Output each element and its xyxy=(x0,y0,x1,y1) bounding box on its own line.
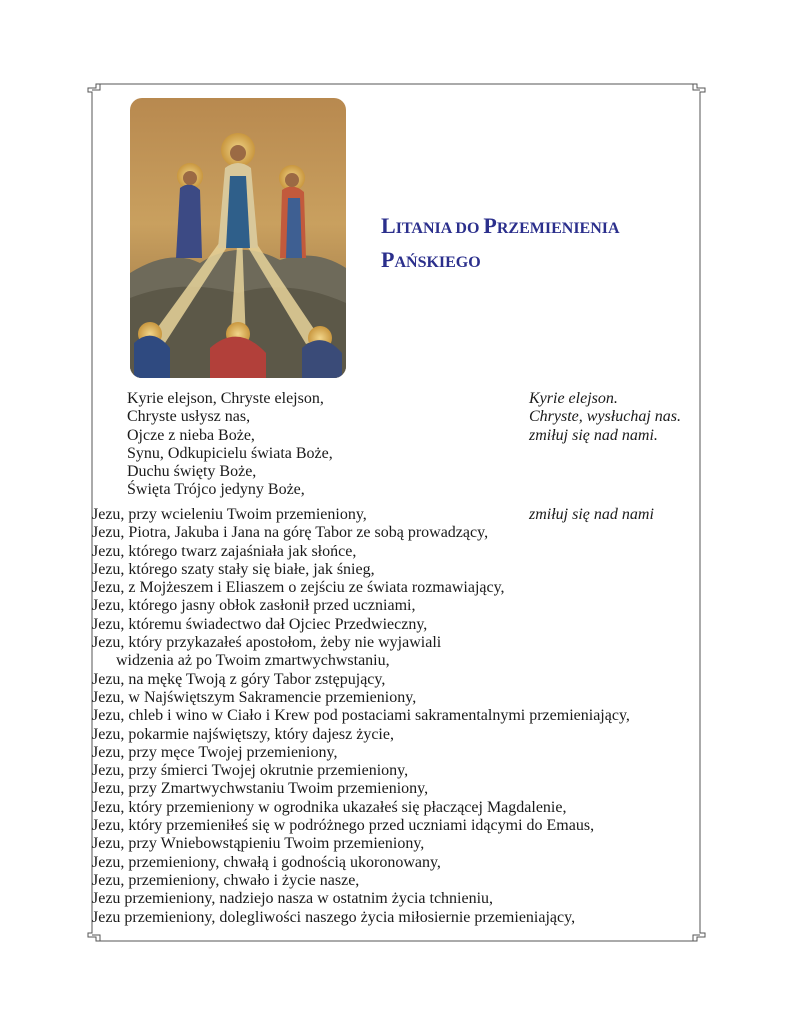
invocation-text: Jezu, przemieniony, chwało i życie nasze, xyxy=(92,871,360,889)
intro-line xyxy=(127,427,707,445)
invocation-text: Jezu, przy męce Twojej przemieniony, xyxy=(92,743,338,761)
invocation-text: Jezu, w Najświętszym Sakramencie przemieniony, xyxy=(92,688,417,706)
invocation-line xyxy=(92,854,732,872)
title-small-caps: AŃSKIEGO xyxy=(394,254,481,271)
invocation-line xyxy=(92,780,732,798)
invocation-text: Jezu, przy Wniebowstąpieniu Twoim przemieniony, xyxy=(92,835,425,853)
invocation-text: Jezu, którego jasny obłok zasłonił przed uczniami, xyxy=(92,597,416,615)
intro-line xyxy=(127,445,707,463)
intro-line xyxy=(127,481,707,499)
invocation-text: Jezu, któremu świadectwo dał Ojciec Przedwieczny, xyxy=(92,615,428,633)
invocation-line xyxy=(92,744,732,762)
response-text: zmiłuj się nad nami. xyxy=(529,426,658,444)
invocation-text: Jezu, pokarmie najświętszy, który dajesz życie, xyxy=(92,725,394,743)
title-capital-letter: L xyxy=(381,213,396,238)
invocation-line xyxy=(92,872,732,890)
invocation-line xyxy=(92,835,732,853)
invocation-text: Jezu, Piotra, Jakuba i Jana na górę Tabor ze sobą prowadzący, xyxy=(92,524,489,542)
transfiguration-icon-image xyxy=(130,98,346,378)
invocation-line xyxy=(92,689,732,707)
litany-invocations xyxy=(92,506,732,927)
invocation-text: Jezu, chleb i wino w Ciało i Krew pod postaciami sakramentalnymi przemieniający, xyxy=(92,707,630,725)
invocation-text: Jezu, który przemieniłeś się w podróżnego przed uczniami idącymi do Emaus, xyxy=(92,817,595,835)
title-small-caps: ITANIA DO xyxy=(395,220,484,237)
invocation-text: Jezu, na mękę Twoją z góry Tabor zstępujący, xyxy=(92,670,386,688)
invocation-text: Jezu przemieniony, nadziejo nasza w ostatnim życia tchnieniu, xyxy=(92,890,494,908)
title-capital-letter: P xyxy=(381,247,395,272)
invocation-text: Jezu, którego szaty stały się białe, jak śnieg, xyxy=(92,560,375,578)
invocation-line xyxy=(92,652,732,670)
litany-intro xyxy=(127,390,707,500)
invocation-line xyxy=(92,707,732,725)
invocation-text: Święta Trójco jedyny Boże, xyxy=(127,481,305,499)
invocation-line xyxy=(92,524,732,542)
invocation-text: Jezu, z Mojżeszem i Eliaszem o zejściu ze świata rozmawiający, xyxy=(92,579,505,597)
invocation-line xyxy=(92,726,732,744)
title-small-caps: RZEMIENIENIA xyxy=(496,220,620,237)
invocation-line xyxy=(92,506,732,524)
invocation-line xyxy=(92,762,732,780)
intro-line xyxy=(127,463,707,481)
invocation-text: Ojcze z nieba Boże, xyxy=(127,426,255,444)
invocation-line xyxy=(92,579,732,597)
invocation-text: Jezu, który przykazałeś apostołom, żeby nie wyjawiali xyxy=(92,634,442,652)
invocation-line xyxy=(92,616,732,634)
invocation-text: Jezu, przemieniony, chwałą i godnością ukoronowany, xyxy=(92,853,441,871)
invocation-text: Duchu święty Boże, xyxy=(127,463,257,481)
invocation-text: Jezu, którego twarz zajaśniała jak słońce, xyxy=(92,542,357,560)
response-text: Chryste, wysłuchaj nas. xyxy=(529,408,681,426)
invocation-text: Jezu, który przemieniony w ogrodnika ukazałeś się płaczącej Magdalenie, xyxy=(92,798,567,816)
intro-line xyxy=(127,390,707,408)
invocation-line xyxy=(92,597,732,615)
invocation-line xyxy=(92,561,732,579)
title-line-2 xyxy=(381,244,711,278)
title-line-1 xyxy=(381,210,711,244)
invocation-text: widzenia aż po Twoim zmartwychwstaniu, xyxy=(116,652,390,670)
invocation-line xyxy=(92,909,732,927)
invocation-line xyxy=(92,671,732,689)
response-text: zmiłuj się nad nami xyxy=(529,506,654,523)
invocation-text: Jezu, przy śmierci Twojej okrutnie przemieniony, xyxy=(92,762,409,780)
invocation-text: Jezu przemieniony, dolegliwości naszego życia miłosiernie przemieniający, xyxy=(92,908,576,926)
invocation-line xyxy=(92,799,732,817)
invocation-line xyxy=(92,817,732,835)
invocation-text: Synu, Odkupicielu świata Boże, xyxy=(127,444,333,462)
invocation-text: Chryste usłysz nas, xyxy=(127,408,251,426)
invocation-line xyxy=(92,634,732,652)
page-title xyxy=(381,210,711,278)
response-text: Kyrie elejson. xyxy=(529,390,618,407)
title-capital-letter: P xyxy=(483,213,497,238)
invocation-line xyxy=(92,890,732,908)
intro-line xyxy=(127,408,707,426)
invocation-line xyxy=(92,543,732,561)
invocation-text: Kyrie elejson, Chryste elejson, xyxy=(127,390,324,407)
invocation-text: Jezu, przy Zmartwychwstaniu Twoim przemieniony, xyxy=(92,780,429,798)
invocation-text: Jezu, przy wcieleniu Twoim przemieniony, xyxy=(92,506,367,523)
